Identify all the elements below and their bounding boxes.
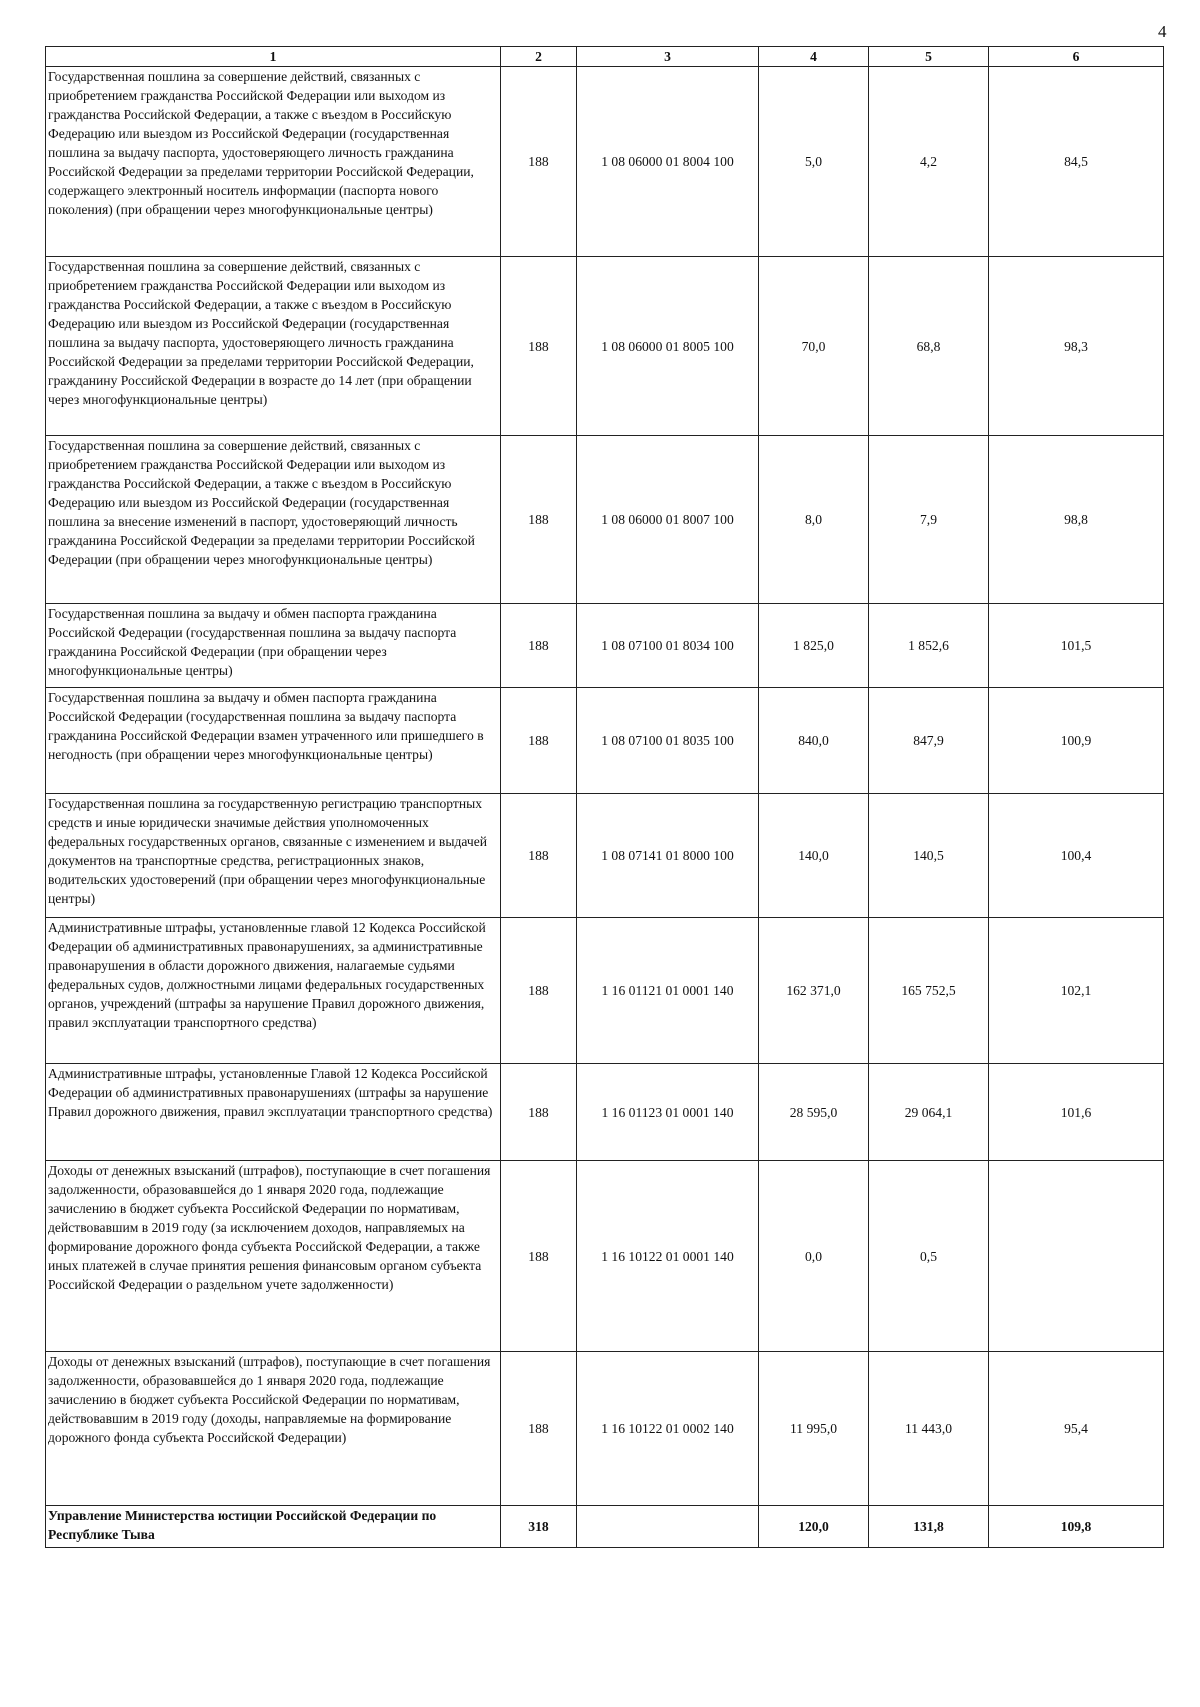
row-plan: 840,0 bbox=[759, 688, 869, 794]
row-plan: 8,0 bbox=[759, 436, 869, 604]
table-row bbox=[46, 918, 1164, 1064]
row-budget-code: 1 16 10122 01 0002 140 bbox=[577, 1352, 759, 1506]
row-budget-code: 1 16 01123 01 0001 140 bbox=[577, 1064, 759, 1161]
header-col-4: 4 bbox=[759, 47, 869, 67]
row-plan: 120,0 bbox=[759, 1506, 869, 1548]
header-row bbox=[46, 47, 1164, 67]
row-fact: 7,9 bbox=[869, 436, 989, 604]
row-percent: 102,1 bbox=[989, 918, 1164, 1064]
header-col-5: 5 bbox=[869, 47, 989, 67]
row-budget-code: 1 16 01121 01 0001 140 bbox=[577, 918, 759, 1064]
row-budget-code: 1 08 06000 01 8004 100 bbox=[577, 67, 759, 257]
row-budget-code: 1 08 06000 01 8005 100 bbox=[577, 257, 759, 436]
row-budget-code: 1 08 06000 01 8007 100 bbox=[577, 436, 759, 604]
row-percent: 100,4 bbox=[989, 794, 1164, 918]
header-col-6: 6 bbox=[989, 47, 1164, 67]
page-number: 4 bbox=[1158, 22, 1167, 41]
table-row bbox=[46, 257, 1164, 436]
revenue-table bbox=[45, 46, 1164, 1548]
row-fact: 1 852,6 bbox=[869, 604, 989, 688]
table-row bbox=[46, 604, 1164, 688]
table-row bbox=[46, 794, 1164, 918]
table-row bbox=[46, 1161, 1164, 1352]
row-plan: 11 995,0 bbox=[759, 1352, 869, 1506]
row-admin-code: 188 bbox=[501, 1352, 577, 1506]
row-percent: 98,3 bbox=[989, 257, 1164, 436]
row-percent: 100,9 bbox=[989, 688, 1164, 794]
row-budget-code: 1 08 07100 01 8035 100 bbox=[577, 688, 759, 794]
row-plan: 1 825,0 bbox=[759, 604, 869, 688]
row-percent: 101,5 bbox=[989, 604, 1164, 688]
row-budget-code bbox=[577, 1506, 759, 1548]
row-fact: 131,8 bbox=[869, 1506, 989, 1548]
row-fact: 4,2 bbox=[869, 67, 989, 257]
row-name: Государственная пошлина за совершение действий, связанных с приобретением гражданства Российской Федерации или выходом из гражданства Российской Федерации, а также с въездом в Российскую Федерацию или выездом из Российской Федерации (государственная пошлина за выдачу паспорта, удостоверяющего личность гражданина Российской Федерации за пределами территории Российской Федерации, содержащего электронный носитель информации (паспорта нового поколения) (при обращении через многофункциональные центры) bbox=[46, 67, 501, 257]
row-admin-code: 188 bbox=[501, 67, 577, 257]
table-row bbox=[46, 688, 1164, 794]
row-budget-code: 1 08 07141 01 8000 100 bbox=[577, 794, 759, 918]
row-admin-code: 188 bbox=[501, 257, 577, 436]
row-admin-code: 188 bbox=[501, 794, 577, 918]
table-row-total bbox=[46, 1506, 1164, 1548]
row-name: Государственная пошлина за совершение действий, связанных с приобретением гражданства Российской Федерации или выходом из гражданства Российской Федерации, а также с въездом в Российскую Федерацию или выездом из Российской Федерации (государственная пошлина за выдачу паспорта, удостоверяющего личность гражданина Российской Федерации за пределами территории Российской Федерации, гражданину Российской Федерации в возрасте до 14 лет (при обращении через многофункциональные центры) bbox=[46, 257, 501, 436]
row-admin-code: 188 bbox=[501, 1064, 577, 1161]
row-plan: 0,0 bbox=[759, 1161, 869, 1352]
row-admin-code: 188 bbox=[501, 1161, 577, 1352]
row-fact: 68,8 bbox=[869, 257, 989, 436]
row-admin-code: 188 bbox=[501, 604, 577, 688]
row-plan: 162 371,0 bbox=[759, 918, 869, 1064]
row-percent: 101,6 bbox=[989, 1064, 1164, 1161]
row-admin-code: 188 bbox=[501, 688, 577, 794]
table-row bbox=[46, 1352, 1164, 1506]
row-name: Управление Министерства юстиции Российской Федерации по Республике Тыва bbox=[46, 1506, 501, 1548]
row-fact: 11 443,0 bbox=[869, 1352, 989, 1506]
row-budget-code: 1 08 07100 01 8034 100 bbox=[577, 604, 759, 688]
row-plan: 70,0 bbox=[759, 257, 869, 436]
row-plan: 5,0 bbox=[759, 67, 869, 257]
row-admin-code: 318 bbox=[501, 1506, 577, 1548]
row-fact: 165 752,5 bbox=[869, 918, 989, 1064]
row-name: Государственная пошлина за совершение действий, связанных с приобретением гражданства Российской Федерации или выходом из гражданства Российской Федерации, а также с въездом в Российскую Федерацию или выездом из Российской Федерации (государственная пошлина за внесение изменений в паспорт, удостоверяющий личность гражданина Российской Федерации за пределами территории Российской Федерации (при обращении через многофункциональные центры) bbox=[46, 436, 501, 604]
row-name: Доходы от денежных взысканий (штрафов), поступающие в счет погашения задолженности, образовавшейся до 1 января 2020 года, подлежащие зачислению в бюджет субъекта Российской Федерации по нормативам, действовавшим в 2019 году (за исключением доходов, направляемых на формирование дорожного фонда субъекта Российской Федерации, а также иных платежей в случае принятия решения финансовым органом субъекта Российской Федерации о раздельном учете задолженности) bbox=[46, 1161, 501, 1352]
table-row bbox=[46, 436, 1164, 604]
header-col-3: 3 bbox=[577, 47, 759, 67]
row-name: Административные штрафы, установленные Главой 12 Кодекса Российской Федерации об административных правонарушениях (штрафы за нарушение Правил дорожного движения, правил эксплуатации транспортного средства) bbox=[46, 1064, 501, 1161]
header-col-2: 2 bbox=[501, 47, 577, 67]
row-name: Государственная пошлина за выдачу и обмен паспорта гражданина Российской Федерации (государственная пошлина за выдачу паспорта гражданина Российской Федерации взамен утраченного или пришедшего в негодность (при обращении через многофункциональные центры) bbox=[46, 688, 501, 794]
row-name: Административные штрафы, установленные главой 12 Кодекса Российской Федерации об административных правонарушениях, за административные правонарушения в области дорожного движения, налагаемые судьями федеральных судов, должностными лицами федеральных государственных органов, учреждений (штрафы за нарушение Правил дорожного движения, правил эксплуатации транспортного средства) bbox=[46, 918, 501, 1064]
row-budget-code: 1 16 10122 01 0001 140 bbox=[577, 1161, 759, 1352]
row-plan: 28 595,0 bbox=[759, 1064, 869, 1161]
row-name: Государственная пошлина за выдачу и обмен паспорта гражданина Российской Федерации (государственная пошлина за выдачу паспорта гражданина Российской Федерации (при обращении через многофункциональные центры) bbox=[46, 604, 501, 688]
row-name: Государственная пошлина за государственную регистрацию транспортных средств и иные юридически значимые действия уполномоченных федеральных государственных органов, связанные с изменением и выдачей документов на транспортные средства, регистрационных знаков, водительских удостоверений (при обращении через многофункциональные центры) bbox=[46, 794, 501, 918]
row-name: Доходы от денежных взысканий (штрафов), поступающие в счет погашения задолженности, образовавшейся до 1 января 2020 года, подлежащие зачислению в бюджет субъекта Российской Федерации по нормативам, действовавшим в 2019 году (доходы, направляемые на формирование дорожного фонда субъекта Российской Федерации) bbox=[46, 1352, 501, 1506]
row-percent: 98,8 bbox=[989, 436, 1164, 604]
row-percent: 84,5 bbox=[989, 67, 1164, 257]
table-row bbox=[46, 67, 1164, 257]
row-fact: 29 064,1 bbox=[869, 1064, 989, 1161]
row-fact: 140,5 bbox=[869, 794, 989, 918]
row-percent bbox=[989, 1161, 1164, 1352]
table-row bbox=[46, 1064, 1164, 1161]
header-col-1: 1 bbox=[46, 47, 501, 67]
row-percent: 109,8 bbox=[989, 1506, 1164, 1548]
row-fact: 847,9 bbox=[869, 688, 989, 794]
row-admin-code: 188 bbox=[501, 436, 577, 604]
row-percent: 95,4 bbox=[989, 1352, 1164, 1506]
row-plan: 140,0 bbox=[759, 794, 869, 918]
row-fact: 0,5 bbox=[869, 1161, 989, 1352]
row-admin-code: 188 bbox=[501, 918, 577, 1064]
